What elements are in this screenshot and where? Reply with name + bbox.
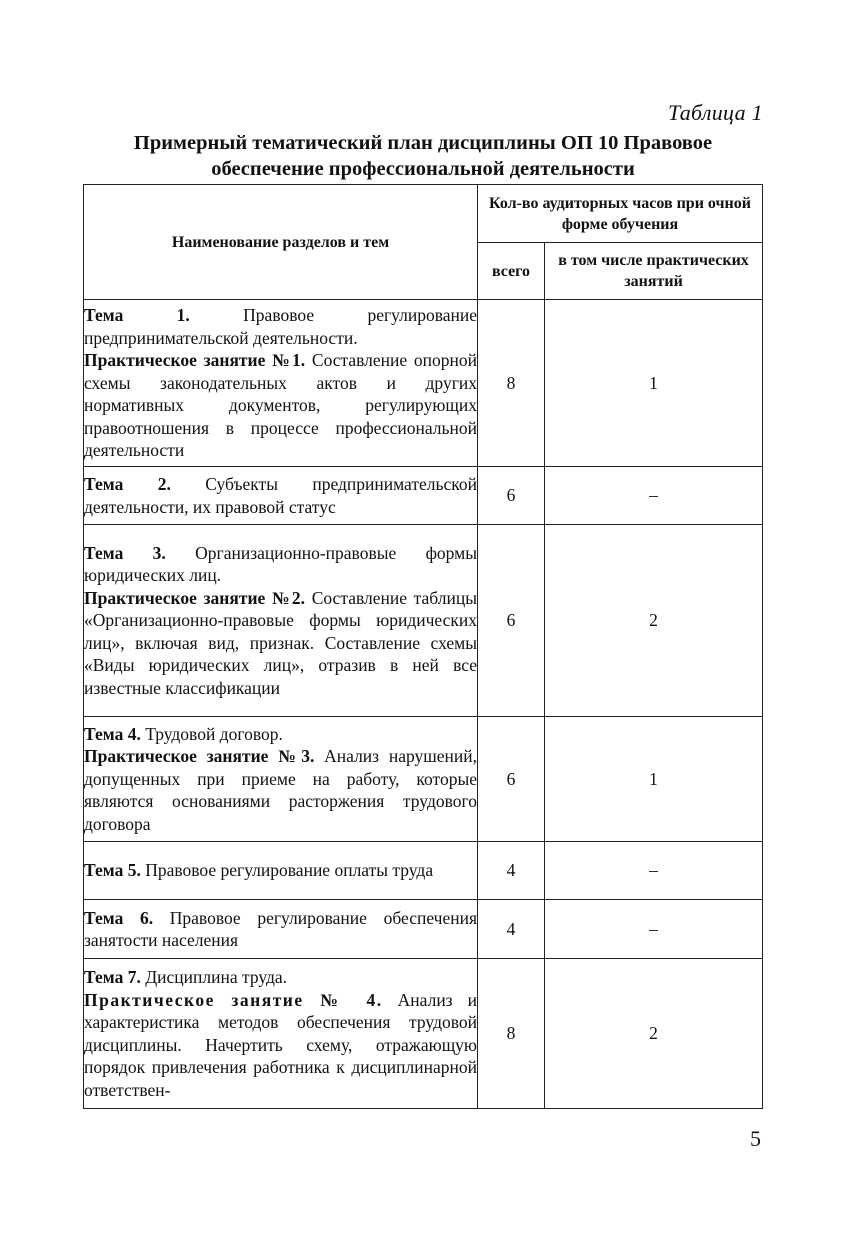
total-hours: 6 bbox=[478, 717, 545, 842]
total-hours: 4 bbox=[478, 842, 545, 900]
topic-cell bbox=[84, 959, 478, 1109]
table-row bbox=[84, 900, 763, 959]
topic-text: Субъекты предпринимательской деятельности, их правовой статус bbox=[84, 474, 477, 517]
practical-hours: 1 bbox=[545, 717, 763, 842]
practical-hours: 2 bbox=[545, 525, 763, 717]
practical-hours: 1 bbox=[545, 300, 763, 467]
topic-cell bbox=[84, 900, 478, 959]
table-row bbox=[84, 300, 763, 467]
practical-label: Практическое занятие №3. bbox=[84, 746, 315, 767]
total-hours: 8 bbox=[478, 300, 545, 467]
table-label: Таблица 1 bbox=[667, 100, 763, 125]
topic-cell bbox=[84, 525, 478, 717]
total-hours: 4 bbox=[478, 900, 545, 959]
topic-text: Правовое регулирование предпринимательской деятельности. bbox=[84, 305, 478, 348]
topic-label: Тема 1. bbox=[84, 305, 190, 326]
thematic-plan-table bbox=[83, 184, 763, 1109]
header-hours-group: Кол-во аудиторных часов при очной форме обучения bbox=[478, 185, 763, 243]
topic-cell bbox=[84, 717, 478, 842]
total-hours: 8 bbox=[478, 959, 545, 1109]
topic-label: Тема 5. bbox=[84, 860, 141, 881]
practical-text: Анализ нарушений, допущенных при приеме на работу, которые являются основаниями расторжения трудового договора bbox=[84, 746, 477, 834]
table-title-line-1: Примерный тематический план дисциплины ОП 10 Правовое bbox=[133, 132, 713, 154]
practical-hours: – bbox=[545, 900, 763, 959]
total-hours: 6 bbox=[478, 525, 545, 717]
table-row bbox=[84, 959, 763, 1109]
header-practical: в том числе практических занятий bbox=[545, 243, 763, 300]
practical-label: Практическое занятие №2. bbox=[84, 587, 306, 608]
table-row bbox=[84, 467, 763, 525]
page-number: 5 bbox=[750, 1126, 761, 1151]
topic-text: Правовое регулирование обеспечения занятости населения bbox=[84, 907, 478, 950]
topic-cell bbox=[84, 842, 478, 900]
table-row bbox=[84, 525, 763, 717]
practical-label: Практическое занятие №1. bbox=[84, 350, 306, 371]
topic-text: Дисциплина труда. bbox=[145, 967, 288, 987]
practical-label: Практическое занятие № 4. bbox=[84, 989, 383, 1010]
topic-cell bbox=[84, 300, 478, 467]
table-row bbox=[84, 717, 763, 842]
practical-text: Составление опорной схемы законодательных актов и других нормативных документов, регулирующих правоотношения в процессе профессиональной деятельности bbox=[84, 350, 477, 461]
topic-text: Правовое регулирование оплаты труда bbox=[145, 860, 434, 881]
practical-hours: – bbox=[545, 467, 763, 525]
table-row bbox=[84, 842, 763, 900]
practical-hours: – bbox=[545, 842, 763, 900]
table-title-line-2: обеспечение профессиональной деятельности bbox=[211, 158, 635, 180]
topic-cell bbox=[84, 467, 478, 525]
topic-text: Организационно-правовые формы юридических лиц. bbox=[84, 542, 477, 586]
practical-hours: 2 bbox=[545, 959, 763, 1109]
practical-text: Составление таблицы «Организационно-правовые формы юридических лиц», включая вид, признак. Составление схемы «Виды юридических лиц», отразив в ней все известные классификации bbox=[84, 587, 477, 698]
topic-text: Трудовой договор. bbox=[145, 723, 283, 744]
topic-label: Тема 3. bbox=[84, 542, 166, 563]
topic-label: Тема 2. bbox=[84, 474, 171, 494]
header-topic-name: Наименование разделов и тем bbox=[84, 185, 478, 300]
practical-text: Анализ и характеристика методов обеспечения трудовой дисциплины. Начертить схему, отражающую порядок привлечения работника к дисциплинарной ответствен- bbox=[84, 989, 477, 1100]
topic-label: Тема 6. bbox=[84, 907, 154, 928]
topic-label: Тема 4. bbox=[84, 723, 141, 744]
table-title bbox=[84, 130, 762, 182]
total-hours: 6 bbox=[478, 467, 545, 525]
header-total: всего bbox=[478, 243, 545, 300]
topic-label: Тема 7. bbox=[84, 967, 141, 987]
